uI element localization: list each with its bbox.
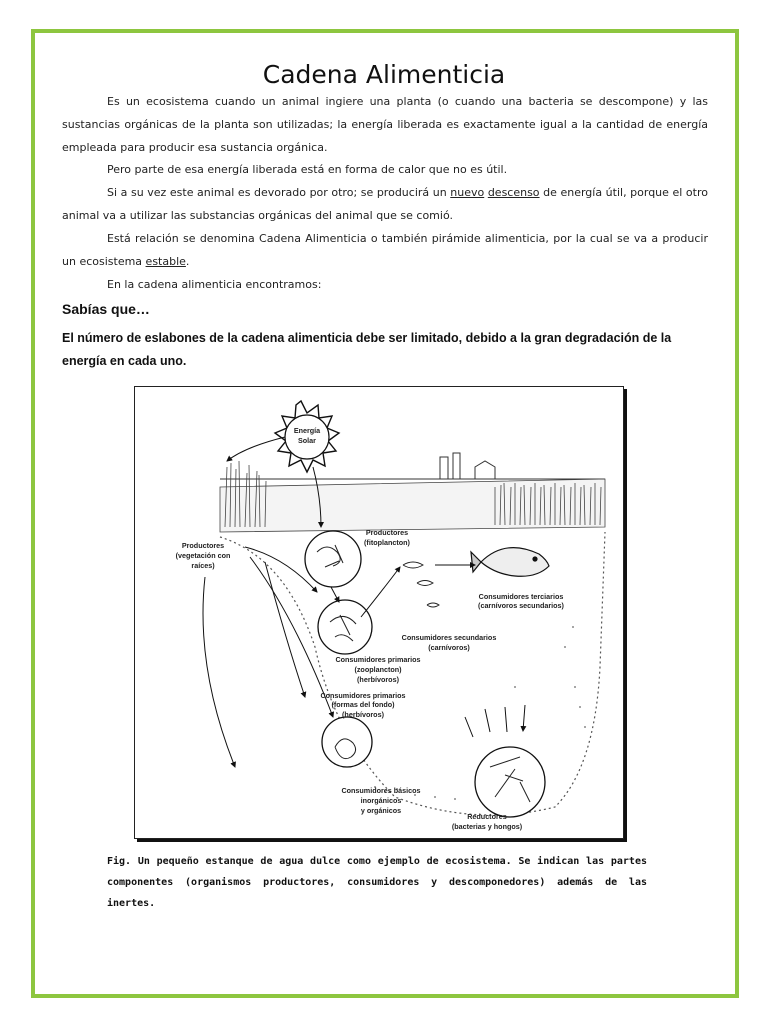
label-basic-1: Consumidores básicos [341, 786, 421, 795]
benthic-circle [322, 717, 372, 767]
zooplankton-circle [318, 600, 372, 654]
label-basic-2: inorgánicos [360, 796, 402, 805]
farm-buildings [440, 453, 495, 479]
label-tertiary-1: Consumidores terciarios [478, 592, 564, 601]
paragraph-3 [62, 181, 708, 227]
label-phyto-2: (fitoplancton) [364, 538, 410, 547]
pond-bank [220, 532, 605, 815]
label-phyto-1: Productores [365, 528, 409, 537]
word-nuevo: nuevo [450, 186, 485, 199]
paragraph-4 [62, 227, 708, 273]
label-benthic-3: (herbívoros) [342, 710, 384, 719]
paragraph-1 [62, 90, 708, 159]
figure-caption: Fig. Un pequeño estanque de agua dulce como ejemplo de ecosistema. Se indican las partes componentes (organismos productores, consumidores y descomponedores) además de las inertes. [107, 856, 647, 909]
label-veg-2: (vegetación con [175, 551, 231, 560]
label-reducers-2: (bacterias y hongos) [451, 822, 523, 831]
label-secondary-2: (carnívoros) [428, 643, 470, 652]
paragraph-5 [62, 273, 708, 296]
ecosystem-figure [134, 386, 624, 839]
word-estable: estable [145, 255, 186, 268]
label-basic-3: y orgánicos [360, 806, 402, 815]
label-reducers-1: Reductores [467, 812, 507, 821]
label-tertiary-2: (carnívoros secundarios) [478, 601, 564, 610]
paragraph-3-text-b: de energía útil, porque el otro animal va a utilizar las substancias orgánicas del animal que se comió. [62, 186, 708, 222]
label-veg-3: raíces) [191, 561, 215, 570]
paragraph-4-text-a: Está relación se denomina Cadena Alimenticia o también pirámide alimenticia, por la cual se va a producir un ecosistema [62, 232, 708, 268]
fish-icon [471, 548, 549, 577]
paragraph-4-text-b: . [185, 255, 190, 268]
word-descenso: descenso [487, 186, 540, 199]
label-sun-1: Energía [293, 426, 321, 435]
page-title: Cadena Alimenticia [262, 60, 506, 89]
label-zooplankton-1: Consumidores primarios [335, 655, 421, 664]
label-benthic-2: (formas del fondo) [331, 700, 395, 709]
label-zooplankton-3: (herbívoros) [357, 675, 399, 684]
sabias-text: El número de eslabones de la cadena alimenticia debe ser limitado, debido a la gran degradación de la energía en cada uno. [62, 331, 672, 368]
ecosystem-diagram [135, 387, 623, 838]
paragraph-1-text: Es un ecosistema cuando un animal ingiere una planta (o cuando una bacteria se descompone) y las sustancias orgánicas de la planta son utilizadas; la energía liberada es exactamente igual a la cantidad de energía empleada para producir esa sustancia orgánica. [62, 95, 708, 154]
paragraph-3-text-a: Si a su vez este animal es devorado por otro; se producirá un [107, 186, 451, 199]
phytoplankton-circle [305, 531, 361, 587]
label-zooplankton-2: (zooplancton) [354, 665, 402, 674]
sabias-heading: Sabías que… [62, 301, 150, 317]
decomposers-circle [475, 747, 545, 817]
paragraph-2 [62, 158, 708, 181]
reed-band [220, 461, 605, 532]
label-veg-1: Productores [181, 541, 225, 550]
label-secondary-1: Consumidores secundarios [401, 633, 497, 642]
label-sun-2: Solar [298, 436, 316, 445]
paragraph-5-text: En la cadena alimenticia encontramos: [107, 278, 322, 291]
label-benthic-1: Consumidores primarios [320, 691, 406, 700]
paragraph-2-text: Pero parte de esa energía liberada está en forma de calor que no es útil. [107, 163, 508, 176]
